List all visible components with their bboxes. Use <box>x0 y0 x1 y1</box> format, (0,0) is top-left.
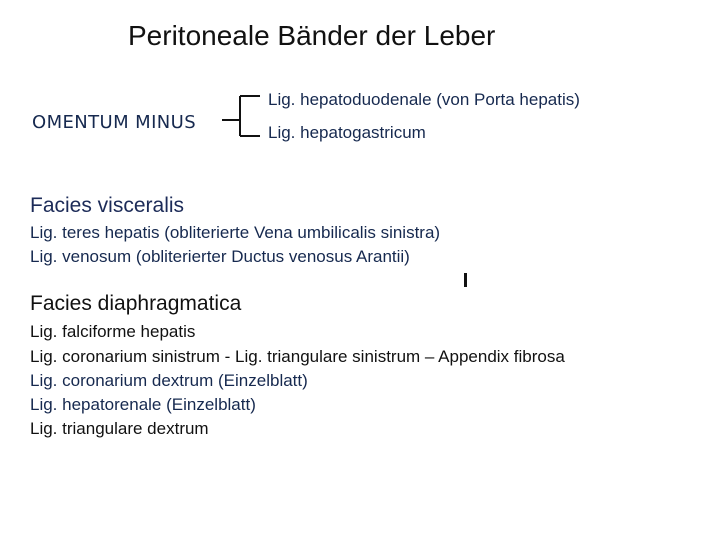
facies-visceralis-heading: Facies visceralis <box>30 194 185 217</box>
facies-diaphragmatica-item: Lig. hepatorenale (Einzelblatt) <box>30 395 256 414</box>
bracket-connector <box>222 84 262 144</box>
facies-diaphragmatica-item: Lig. coronarium sinistrum - Lig. triangulare sinistrum – Appendix fibrosa <box>30 347 565 366</box>
omentum-item-hepatogastricum: Lig. hepatogastricum <box>268 123 426 142</box>
omentum-label: OMENTUM MINUS <box>32 112 197 133</box>
text-cursor-mark <box>464 273 467 287</box>
facies-diaphragmatica-item: Lig. triangulare dextrum <box>30 419 209 438</box>
facies-visceralis-item: Lig. teres hepatis (obliterierte Vena umbilicalis sinistra) <box>30 223 441 242</box>
omentum-item-hepatoduodenale: Lig. hepatoduodenale (von Porta hepatis) <box>268 90 580 109</box>
facies-visceralis-item: Lig. venosum (obliterierter Ductus venosus Arantii) <box>30 247 410 266</box>
slide-title: Peritoneale Bänder der Leber <box>128 20 496 51</box>
facies-diaphragmatica-item: Lig. falciforme hepatis <box>30 322 196 341</box>
facies-diaphragmatica-item: Lig. coronarium dextrum (Einzelblatt) <box>30 371 308 390</box>
facies-diaphragmatica-heading: Facies diaphragmatica <box>30 292 242 315</box>
